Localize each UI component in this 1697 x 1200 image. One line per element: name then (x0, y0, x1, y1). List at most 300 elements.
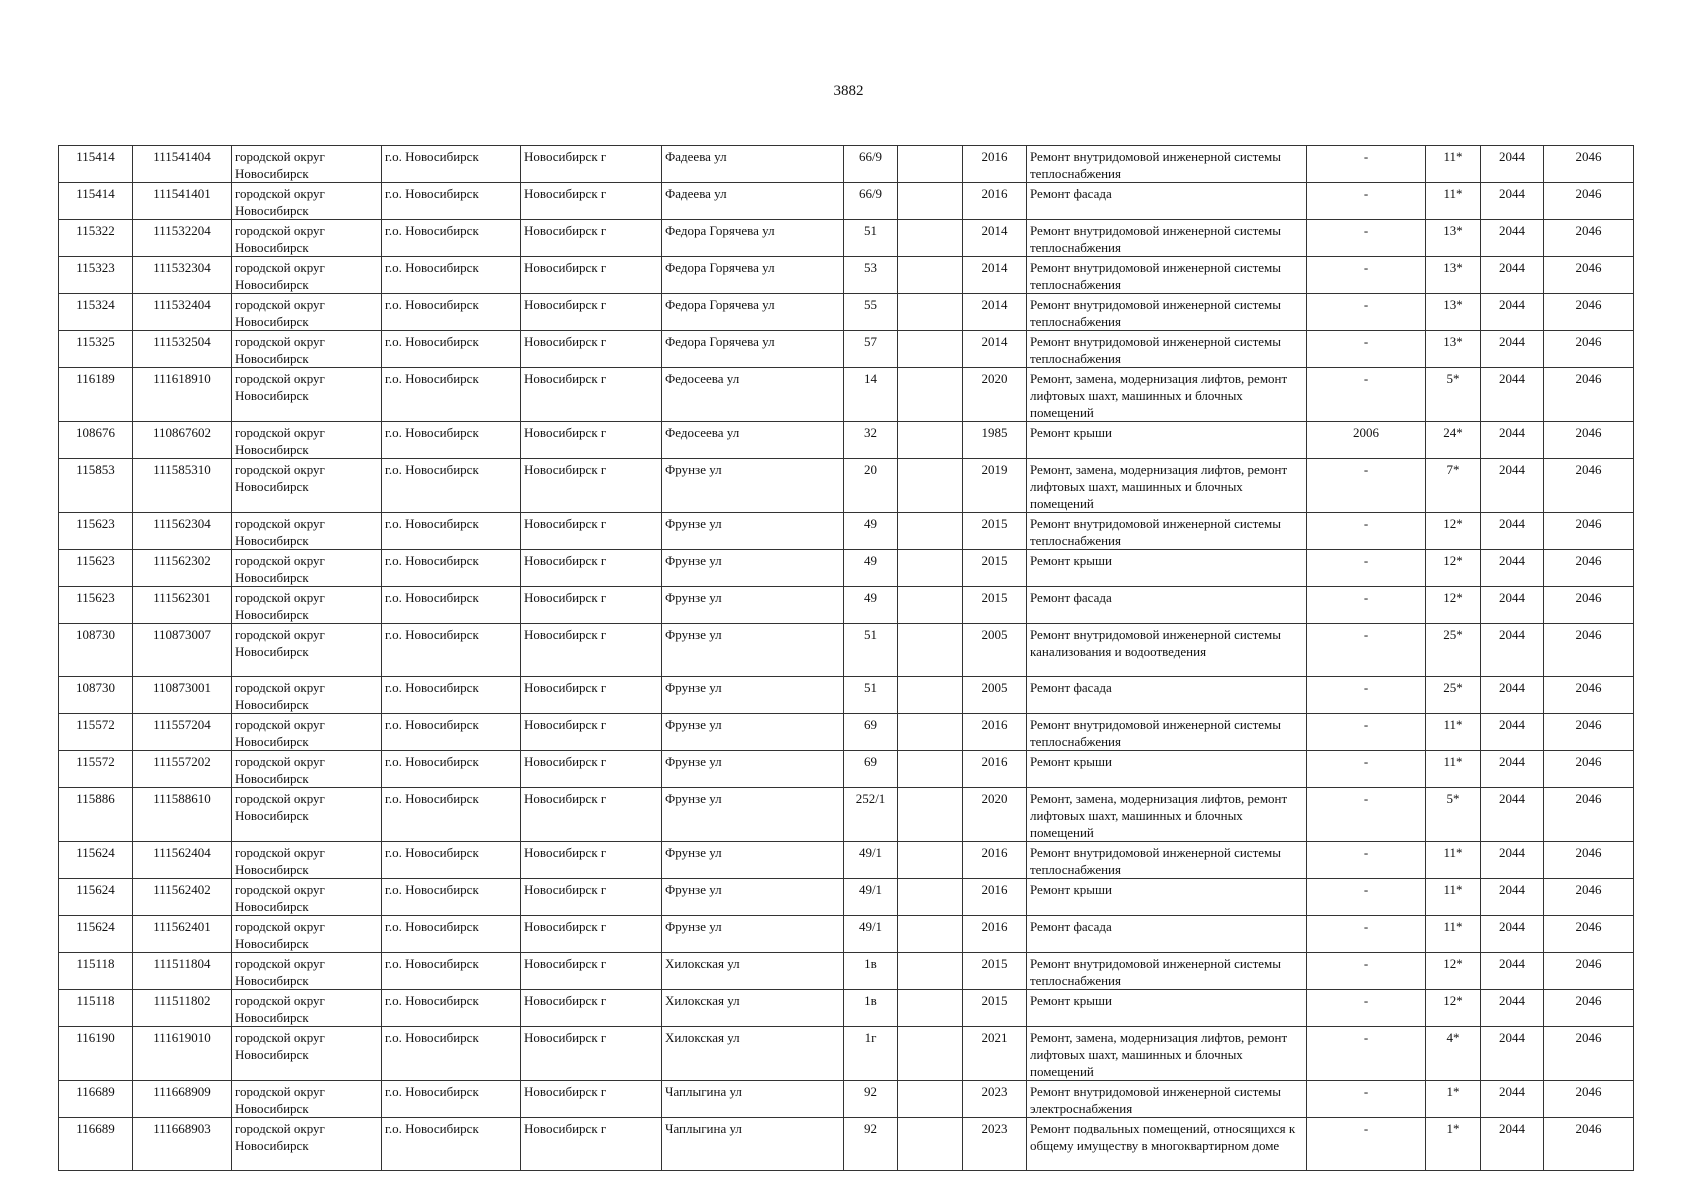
cell-building (898, 183, 963, 220)
cell-year-built: 2005 (963, 624, 1027, 677)
cell-plan-start: 2044 (1481, 550, 1544, 587)
cell-program-code: 111618910 (133, 368, 232, 422)
cell-building (898, 624, 963, 677)
cell-program-code: 110873007 (133, 624, 232, 677)
cell-building (898, 146, 963, 183)
cell-settlement: Новосибирск г (521, 788, 662, 842)
table-row (59, 513, 1634, 550)
table-body (59, 146, 1634, 1171)
cell-settlement: Новосибирск г (521, 1118, 662, 1171)
cell-municipality: городской округ Новосибирск (232, 459, 382, 513)
table-row (59, 990, 1634, 1027)
cell-program-code: 111532404 (133, 294, 232, 331)
cell-year-built: 2014 (963, 294, 1027, 331)
cell-wear: 11* (1426, 183, 1481, 220)
cell-year-built: 2016 (963, 183, 1027, 220)
cell-municipality: городской округ Новосибирск (232, 1027, 382, 1081)
cell-municipal-short: г.о. Новосибирск (382, 1118, 521, 1171)
cell-plan-end: 2046 (1544, 587, 1634, 624)
cell-plan-start: 2044 (1481, 953, 1544, 990)
cell-system-code: 115323 (59, 257, 133, 294)
cell-municipal-short: г.о. Новосибирск (382, 368, 521, 422)
cell-municipality: городской округ Новосибирск (232, 714, 382, 751)
cell-street: Фрунзе ул (662, 677, 844, 714)
cell-municipal-short: г.о. Новосибирск (382, 422, 521, 459)
cell-building (898, 294, 963, 331)
cell-building (898, 1081, 963, 1118)
cell-plan-end: 2046 (1544, 220, 1634, 257)
cell-street: Фрунзе ул (662, 714, 844, 751)
cell-program-code: 110867602 (133, 422, 232, 459)
cell-settlement: Новосибирск г (521, 550, 662, 587)
cell-last-repair-year: - (1307, 368, 1426, 422)
cell-house-number: 66/9 (844, 183, 898, 220)
cell-plan-end: 2046 (1544, 714, 1634, 751)
cell-work-type: Ремонт внутридомовой инженерной системы теплоснабжения (1027, 842, 1307, 879)
cell-work-type: Ремонт фасада (1027, 916, 1307, 953)
cell-wear: 13* (1426, 257, 1481, 294)
cell-municipality: городской округ Новосибирск (232, 220, 382, 257)
cell-building (898, 1118, 963, 1171)
table-row (59, 459, 1634, 513)
cell-municipal-short: г.о. Новосибирск (382, 459, 521, 513)
cell-wear: 12* (1426, 513, 1481, 550)
cell-year-built: 2020 (963, 368, 1027, 422)
cell-municipal-short: г.о. Новосибирск (382, 751, 521, 788)
cell-street: Хилокская ул (662, 953, 844, 990)
cell-work-type: Ремонт внутридомовой инженерной системы канализования и водоотведения (1027, 624, 1307, 677)
cell-plan-start: 2044 (1481, 294, 1544, 331)
cell-house-number: 55 (844, 294, 898, 331)
cell-municipality: городской округ Новосибирск (232, 788, 382, 842)
table-row (59, 751, 1634, 788)
cell-settlement: Новосибирск г (521, 1027, 662, 1081)
cell-building (898, 714, 963, 751)
table-row (59, 1118, 1634, 1171)
cell-work-type: Ремонт крыши (1027, 422, 1307, 459)
cell-program-code: 111562302 (133, 550, 232, 587)
cell-street: Федора Горячева ул (662, 257, 844, 294)
cell-system-code: 115572 (59, 714, 133, 751)
cell-house-number: 69 (844, 714, 898, 751)
cell-program-code: 111532204 (133, 220, 232, 257)
cell-plan-start: 2044 (1481, 624, 1544, 677)
cell-plan-end: 2046 (1544, 331, 1634, 368)
cell-house-number: 32 (844, 422, 898, 459)
cell-program-code: 110873001 (133, 677, 232, 714)
repair-schedule-table (58, 145, 1634, 1171)
cell-municipality: городской округ Новосибирск (232, 842, 382, 879)
cell-street: Фадеева ул (662, 183, 844, 220)
cell-year-built: 2016 (963, 916, 1027, 953)
cell-house-number: 53 (844, 257, 898, 294)
cell-year-built: 2016 (963, 879, 1027, 916)
table-row (59, 788, 1634, 842)
table-row (59, 550, 1634, 587)
cell-last-repair-year: - (1307, 513, 1426, 550)
cell-program-code: 111588610 (133, 788, 232, 842)
cell-plan-start: 2044 (1481, 146, 1544, 183)
cell-program-code: 111532304 (133, 257, 232, 294)
cell-street: Хилокская ул (662, 1027, 844, 1081)
cell-year-built: 2019 (963, 459, 1027, 513)
cell-wear: 12* (1426, 953, 1481, 990)
cell-wear: 5* (1426, 788, 1481, 842)
cell-plan-end: 2046 (1544, 183, 1634, 220)
cell-work-type: Ремонт внутридомовой инженерной системы теплоснабжения (1027, 294, 1307, 331)
cell-plan-start: 2044 (1481, 368, 1544, 422)
cell-municipality: городской округ Новосибирск (232, 513, 382, 550)
cell-last-repair-year: - (1307, 331, 1426, 368)
cell-building (898, 1027, 963, 1081)
table-row (59, 879, 1634, 916)
table-row (59, 953, 1634, 990)
cell-plan-start: 2044 (1481, 751, 1544, 788)
cell-plan-start: 2044 (1481, 990, 1544, 1027)
cell-house-number: 49/1 (844, 842, 898, 879)
cell-municipality: городской округ Новосибирск (232, 1081, 382, 1118)
cell-municipal-short: г.о. Новосибирск (382, 331, 521, 368)
cell-street: Фрунзе ул (662, 513, 844, 550)
cell-municipality: городской округ Новосибирск (232, 751, 382, 788)
cell-wear: 11* (1426, 879, 1481, 916)
cell-plan-start: 2044 (1481, 1118, 1544, 1171)
cell-settlement: Новосибирск г (521, 368, 662, 422)
cell-plan-end: 2046 (1544, 550, 1634, 587)
cell-work-type: Ремонт внутридомовой инженерной системы теплоснабжения (1027, 146, 1307, 183)
cell-settlement: Новосибирск г (521, 257, 662, 294)
cell-program-code: 111562402 (133, 879, 232, 916)
table-row (59, 587, 1634, 624)
cell-plan-start: 2044 (1481, 788, 1544, 842)
cell-program-code: 111668903 (133, 1118, 232, 1171)
cell-municipality: городской округ Новосибирск (232, 677, 382, 714)
cell-building (898, 953, 963, 990)
cell-house-number: 1в (844, 990, 898, 1027)
cell-wear: 12* (1426, 550, 1481, 587)
cell-building (898, 459, 963, 513)
cell-street: Фрунзе ул (662, 751, 844, 788)
cell-street: Фрунзе ул (662, 587, 844, 624)
cell-year-built: 2016 (963, 842, 1027, 879)
cell-wear: 11* (1426, 714, 1481, 751)
cell-house-number: 51 (844, 220, 898, 257)
cell-plan-end: 2046 (1544, 751, 1634, 788)
cell-program-code: 111511802 (133, 990, 232, 1027)
cell-settlement: Новосибирск г (521, 916, 662, 953)
cell-street: Фрунзе ул (662, 916, 844, 953)
cell-street: Чаплыгина ул (662, 1081, 844, 1118)
cell-program-code: 111557202 (133, 751, 232, 788)
cell-year-built: 1985 (963, 422, 1027, 459)
cell-program-code: 111562401 (133, 916, 232, 953)
cell-municipal-short: г.о. Новосибирск (382, 513, 521, 550)
cell-wear: 24* (1426, 422, 1481, 459)
cell-settlement: Новосибирск г (521, 294, 662, 331)
cell-plan-end: 2046 (1544, 459, 1634, 513)
cell-settlement: Новосибирск г (521, 331, 662, 368)
cell-building (898, 220, 963, 257)
cell-plan-start: 2044 (1481, 513, 1544, 550)
cell-settlement: Новосибирск г (521, 751, 662, 788)
cell-year-built: 2021 (963, 1027, 1027, 1081)
cell-last-repair-year: - (1307, 990, 1426, 1027)
cell-plan-start: 2044 (1481, 587, 1544, 624)
cell-year-built: 2023 (963, 1118, 1027, 1171)
cell-system-code: 115324 (59, 294, 133, 331)
cell-wear: 5* (1426, 368, 1481, 422)
cell-year-built: 2020 (963, 788, 1027, 842)
cell-building (898, 331, 963, 368)
cell-municipality: городской округ Новосибирск (232, 587, 382, 624)
cell-street: Фрунзе ул (662, 550, 844, 587)
cell-municipality: городской округ Новосибирск (232, 183, 382, 220)
cell-house-number: 49 (844, 550, 898, 587)
cell-last-repair-year: - (1307, 257, 1426, 294)
cell-year-built: 2016 (963, 146, 1027, 183)
table-row (59, 677, 1634, 714)
cell-street: Фрунзе ул (662, 624, 844, 677)
cell-program-code: 111619010 (133, 1027, 232, 1081)
cell-building (898, 257, 963, 294)
cell-plan-start: 2044 (1481, 842, 1544, 879)
cell-plan-end: 2046 (1544, 677, 1634, 714)
cell-plan-end: 2046 (1544, 624, 1634, 677)
cell-settlement: Новосибирск г (521, 714, 662, 751)
cell-wear: 4* (1426, 1027, 1481, 1081)
cell-last-repair-year: - (1307, 751, 1426, 788)
cell-work-type: Ремонт фасада (1027, 677, 1307, 714)
cell-municipality: городской округ Новосибирск (232, 1118, 382, 1171)
cell-program-code: 111668909 (133, 1081, 232, 1118)
cell-system-code: 115572 (59, 751, 133, 788)
cell-house-number: 57 (844, 331, 898, 368)
table-row (59, 294, 1634, 331)
cell-wear: 11* (1426, 751, 1481, 788)
cell-municipal-short: г.о. Новосибирск (382, 294, 521, 331)
table-row (59, 1081, 1634, 1118)
cell-street: Фрунзе ул (662, 842, 844, 879)
cell-year-built: 2016 (963, 714, 1027, 751)
cell-year-built: 2005 (963, 677, 1027, 714)
cell-plan-start: 2044 (1481, 879, 1544, 916)
cell-system-code: 116190 (59, 1027, 133, 1081)
cell-last-repair-year: - (1307, 714, 1426, 751)
cell-settlement: Новосибирск г (521, 624, 662, 677)
cell-house-number: 66/9 (844, 146, 898, 183)
cell-program-code: 111585310 (133, 459, 232, 513)
cell-municipal-short: г.о. Новосибирск (382, 183, 521, 220)
cell-building (898, 422, 963, 459)
cell-work-type: Ремонт фасада (1027, 587, 1307, 624)
table-row (59, 331, 1634, 368)
cell-municipal-short: г.о. Новосибирск (382, 220, 521, 257)
cell-work-type: Ремонт крыши (1027, 990, 1307, 1027)
cell-wear: 7* (1426, 459, 1481, 513)
cell-system-code: 115624 (59, 842, 133, 879)
cell-settlement: Новосибирск г (521, 587, 662, 624)
cell-municipality: городской округ Новосибирск (232, 368, 382, 422)
cell-plan-end: 2046 (1544, 1027, 1634, 1081)
cell-house-number: 51 (844, 677, 898, 714)
cell-system-code: 115118 (59, 990, 133, 1027)
cell-plan-start: 2044 (1481, 677, 1544, 714)
cell-work-type: Ремонт внутридомовой инженерной системы электроснабжения (1027, 1081, 1307, 1118)
cell-municipality: городской округ Новосибирск (232, 990, 382, 1027)
cell-municipality: городской округ Новосибирск (232, 624, 382, 677)
cell-year-built: 2014 (963, 257, 1027, 294)
cell-plan-start: 2044 (1481, 459, 1544, 513)
cell-municipal-short: г.о. Новосибирск (382, 257, 521, 294)
cell-municipal-short: г.о. Новосибирск (382, 677, 521, 714)
cell-last-repair-year: - (1307, 916, 1426, 953)
cell-work-type: Ремонт крыши (1027, 879, 1307, 916)
cell-settlement: Новосибирск г (521, 990, 662, 1027)
cell-year-built: 2023 (963, 1081, 1027, 1118)
cell-system-code: 115414 (59, 146, 133, 183)
cell-year-built: 2015 (963, 953, 1027, 990)
cell-last-repair-year: - (1307, 1027, 1426, 1081)
cell-work-type: Ремонт крыши (1027, 751, 1307, 788)
cell-plan-end: 2046 (1544, 990, 1634, 1027)
cell-street: Фрунзе ул (662, 788, 844, 842)
cell-last-repair-year: - (1307, 183, 1426, 220)
cell-building (898, 990, 963, 1027)
cell-system-code: 115414 (59, 183, 133, 220)
cell-plan-end: 2046 (1544, 953, 1634, 990)
table-row (59, 714, 1634, 751)
cell-plan-start: 2044 (1481, 714, 1544, 751)
cell-plan-end: 2046 (1544, 146, 1634, 183)
cell-house-number: 49 (844, 513, 898, 550)
cell-settlement: Новосибирск г (521, 842, 662, 879)
cell-municipal-short: г.о. Новосибирск (382, 879, 521, 916)
cell-last-repair-year: - (1307, 459, 1426, 513)
cell-municipal-short: г.о. Новосибирск (382, 1081, 521, 1118)
cell-program-code: 111562304 (133, 513, 232, 550)
cell-program-code: 111541404 (133, 146, 232, 183)
cell-municipal-short: г.о. Новосибирск (382, 146, 521, 183)
cell-wear: 13* (1426, 294, 1481, 331)
cell-system-code: 115325 (59, 331, 133, 368)
cell-plan-start: 2044 (1481, 257, 1544, 294)
cell-house-number: 1г (844, 1027, 898, 1081)
cell-building (898, 916, 963, 953)
cell-building (898, 368, 963, 422)
table-row (59, 368, 1634, 422)
cell-plan-end: 2046 (1544, 422, 1634, 459)
cell-work-type: Ремонт, замена, модернизация лифтов, ремонт лифтовых шахт, машинных и блочных помещений (1027, 1027, 1307, 1081)
cell-wear: 12* (1426, 990, 1481, 1027)
cell-house-number: 49/1 (844, 916, 898, 953)
cell-last-repair-year: - (1307, 788, 1426, 842)
cell-last-repair-year: - (1307, 879, 1426, 916)
cell-plan-end: 2046 (1544, 788, 1634, 842)
cell-plan-start: 2044 (1481, 220, 1544, 257)
cell-municipal-short: г.о. Новосибирск (382, 1027, 521, 1081)
table-row (59, 220, 1634, 257)
page-number: 3882 (833, 83, 864, 99)
table-row (59, 1027, 1634, 1081)
cell-year-built: 2014 (963, 220, 1027, 257)
cell-wear: 13* (1426, 220, 1481, 257)
cell-street: Хилокская ул (662, 990, 844, 1027)
cell-building (898, 513, 963, 550)
cell-municipal-short: г.о. Новосибирск (382, 953, 521, 990)
cell-wear: 1* (1426, 1118, 1481, 1171)
cell-municipality: городской округ Новосибирск (232, 953, 382, 990)
cell-building (898, 879, 963, 916)
cell-plan-start: 2044 (1481, 916, 1544, 953)
cell-system-code: 116689 (59, 1081, 133, 1118)
cell-house-number: 252/1 (844, 788, 898, 842)
cell-system-code: 115886 (59, 788, 133, 842)
cell-program-code: 111562301 (133, 587, 232, 624)
cell-house-number: 49 (844, 587, 898, 624)
cell-street: Фрунзе ул (662, 459, 844, 513)
cell-last-repair-year: - (1307, 1118, 1426, 1171)
table-row (59, 422, 1634, 459)
cell-municipal-short: г.о. Новосибирск (382, 916, 521, 953)
cell-settlement: Новосибирск г (521, 459, 662, 513)
cell-work-type: Ремонт внутридомовой инженерной системы теплоснабжения (1027, 714, 1307, 751)
cell-house-number: 49/1 (844, 879, 898, 916)
cell-street: Фрунзе ул (662, 879, 844, 916)
cell-street: Фадеева ул (662, 146, 844, 183)
cell-system-code: 115853 (59, 459, 133, 513)
cell-municipal-short: г.о. Новосибирск (382, 842, 521, 879)
cell-house-number: 14 (844, 368, 898, 422)
cell-wear: 25* (1426, 677, 1481, 714)
cell-program-code: 111557204 (133, 714, 232, 751)
cell-building (898, 677, 963, 714)
cell-last-repair-year: - (1307, 220, 1426, 257)
cell-wear: 13* (1426, 331, 1481, 368)
cell-program-code: 111511804 (133, 953, 232, 990)
cell-system-code: 115623 (59, 513, 133, 550)
cell-municipality: городской округ Новосибирск (232, 422, 382, 459)
cell-settlement: Новосибирск г (521, 677, 662, 714)
cell-plan-end: 2046 (1544, 513, 1634, 550)
cell-municipality: городской округ Новосибирск (232, 550, 382, 587)
cell-building (898, 751, 963, 788)
cell-last-repair-year: - (1307, 842, 1426, 879)
cell-settlement: Новосибирск г (521, 422, 662, 459)
cell-last-repair-year: - (1307, 624, 1426, 677)
cell-work-type: Ремонт внутридомовой инженерной системы теплоснабжения (1027, 513, 1307, 550)
cell-wear: 11* (1426, 146, 1481, 183)
cell-system-code: 108730 (59, 677, 133, 714)
cell-settlement: Новосибирск г (521, 953, 662, 990)
table-row (59, 257, 1634, 294)
cell-last-repair-year: 2006 (1307, 422, 1426, 459)
cell-street: Федосеева ул (662, 422, 844, 459)
cell-last-repair-year: - (1307, 294, 1426, 331)
cell-year-built: 2015 (963, 587, 1027, 624)
cell-settlement: Новосибирск г (521, 183, 662, 220)
cell-wear: 25* (1426, 624, 1481, 677)
cell-last-repair-year: - (1307, 587, 1426, 624)
cell-plan-end: 2046 (1544, 257, 1634, 294)
cell-year-built: 2015 (963, 513, 1027, 550)
cell-municipal-short: г.о. Новосибирск (382, 624, 521, 677)
cell-work-type: Ремонт, замена, модернизация лифтов, ремонт лифтовых шахт, машинных и блочных помещений (1027, 368, 1307, 422)
cell-municipal-short: г.о. Новосибирск (382, 788, 521, 842)
cell-building (898, 587, 963, 624)
cell-work-type: Ремонт подвальных помещений, относящихся к общему имуществу в многоквартирном доме (1027, 1118, 1307, 1171)
table-row (59, 183, 1634, 220)
cell-plan-start: 2044 (1481, 331, 1544, 368)
